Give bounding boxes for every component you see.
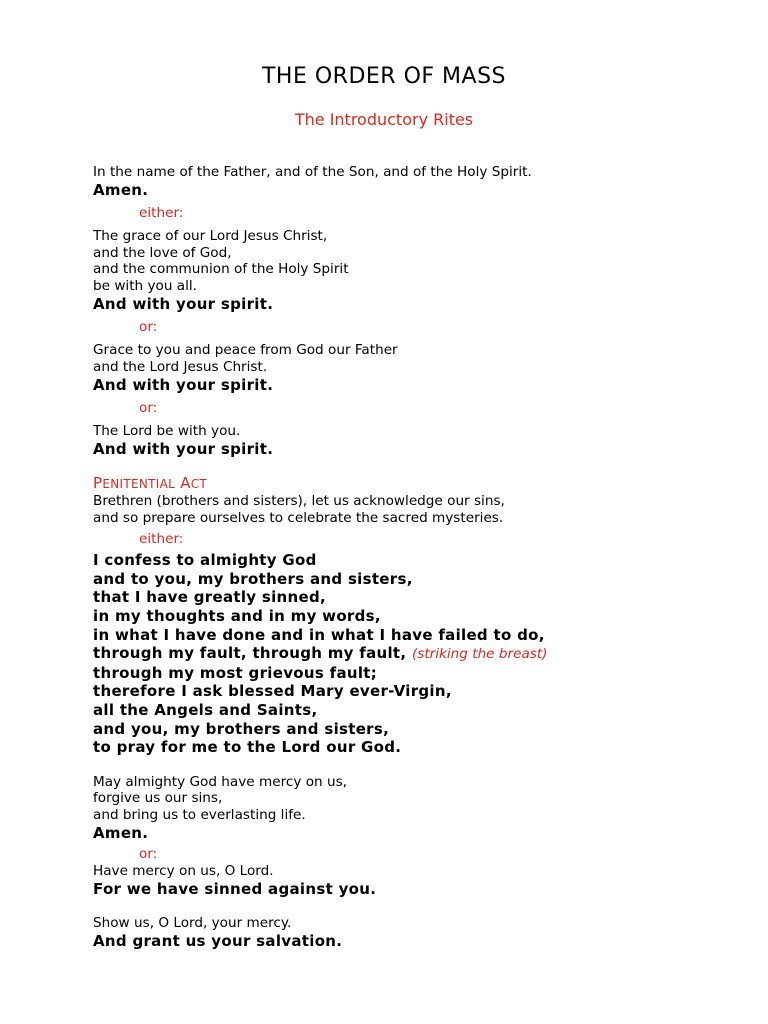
absolution-line: May almighty God have mercy on us, [93, 773, 347, 790]
confiteor-line: and to you, my brothers and sisters, [93, 569, 413, 588]
greeting-line: and the love of God, [93, 244, 232, 261]
greeting-line: Grace to you and peace from God our Father [93, 342, 398, 359]
confiteor-line-with-rubric [93, 644, 753, 664]
greeting-line: and the communion of the Holy Spirit [93, 261, 349, 278]
greeting-line: be with you all. [93, 278, 197, 295]
option-2b-priest: Show us, O Lord, your mercy. [93, 915, 292, 932]
rubric-striking-breast: (striking the breast) [411, 646, 548, 663]
confiteor-line: through my most grievous fault; [93, 663, 378, 682]
confiteor-text: through my fault, through my fault, [93, 644, 407, 663]
rubric-or: or: [139, 846, 158, 863]
confiteor [93, 551, 753, 757]
penitential-act-heading: PENITENTIAL ACT [93, 474, 208, 493]
absolution [93, 774, 753, 824]
confiteor-line: in what I have done and in what I have failed to do, [93, 625, 545, 644]
confiteor-line: and you, my brothers and sisters, [93, 719, 390, 738]
penitential-intro [93, 493, 753, 526]
confiteor-line: to pray for me to the Lord our God. [93, 738, 402, 757]
confiteor-line: in my thoughts and in my words, [93, 607, 381, 625]
confiteor-line: therefore I ask blessed Mary ever-Virgin, [93, 682, 452, 701]
option-2-priest: Have mercy on us, O Lord. [93, 863, 274, 880]
rubric-either: either: [139, 205, 184, 222]
response-spirit: And with your spirit. [93, 294, 274, 313]
response-spirit: And with your spirit. [93, 439, 274, 458]
rubric-or: or: [139, 400, 158, 417]
confiteor-line: all the Angels and Saints, [93, 700, 318, 719]
greeting-line: and the Lord Jesus Christ. [93, 358, 268, 375]
rubric-either: either: [139, 530, 184, 547]
response-amen: Amen. [93, 180, 149, 199]
response-amen: Amen. [93, 823, 149, 842]
greeting-option-1 [93, 228, 753, 295]
rubric-or: or: [139, 319, 158, 336]
option-2-people: For we have sinned against you. [93, 879, 377, 898]
greeting-option-2 [93, 342, 753, 375]
option-2b-people: And grant us your salvation. [93, 932, 343, 951]
section-subtitle: The Introductory Rites [294, 110, 474, 129]
intro-line: and so prepare ourselves to celebrate the sacred mysteries. [93, 509, 504, 526]
response-spirit: And with your spirit. [93, 375, 274, 394]
absolution-line: and bring us to everlasting life. [93, 807, 306, 824]
confiteor-line: that I have greatly sinned, [93, 588, 327, 607]
absolution-line: forgive us our sins, [93, 790, 223, 807]
intro-line: Brethren (brothers and sisters), let us acknowledge our sins, [93, 493, 505, 510]
page-title: THE ORDER OF MASS [261, 64, 507, 89]
greeting-option-3: The Lord be with you. [93, 422, 241, 439]
sign-of-cross-text: In the name of the Father, and of the Son, and of the Holy Spirit. [93, 164, 532, 180]
confiteor-line: I confess to almighty God [93, 551, 317, 570]
document-body [93, 164, 753, 951]
greeting-line: The grace of our Lord Jesus Christ, [93, 228, 328, 244]
